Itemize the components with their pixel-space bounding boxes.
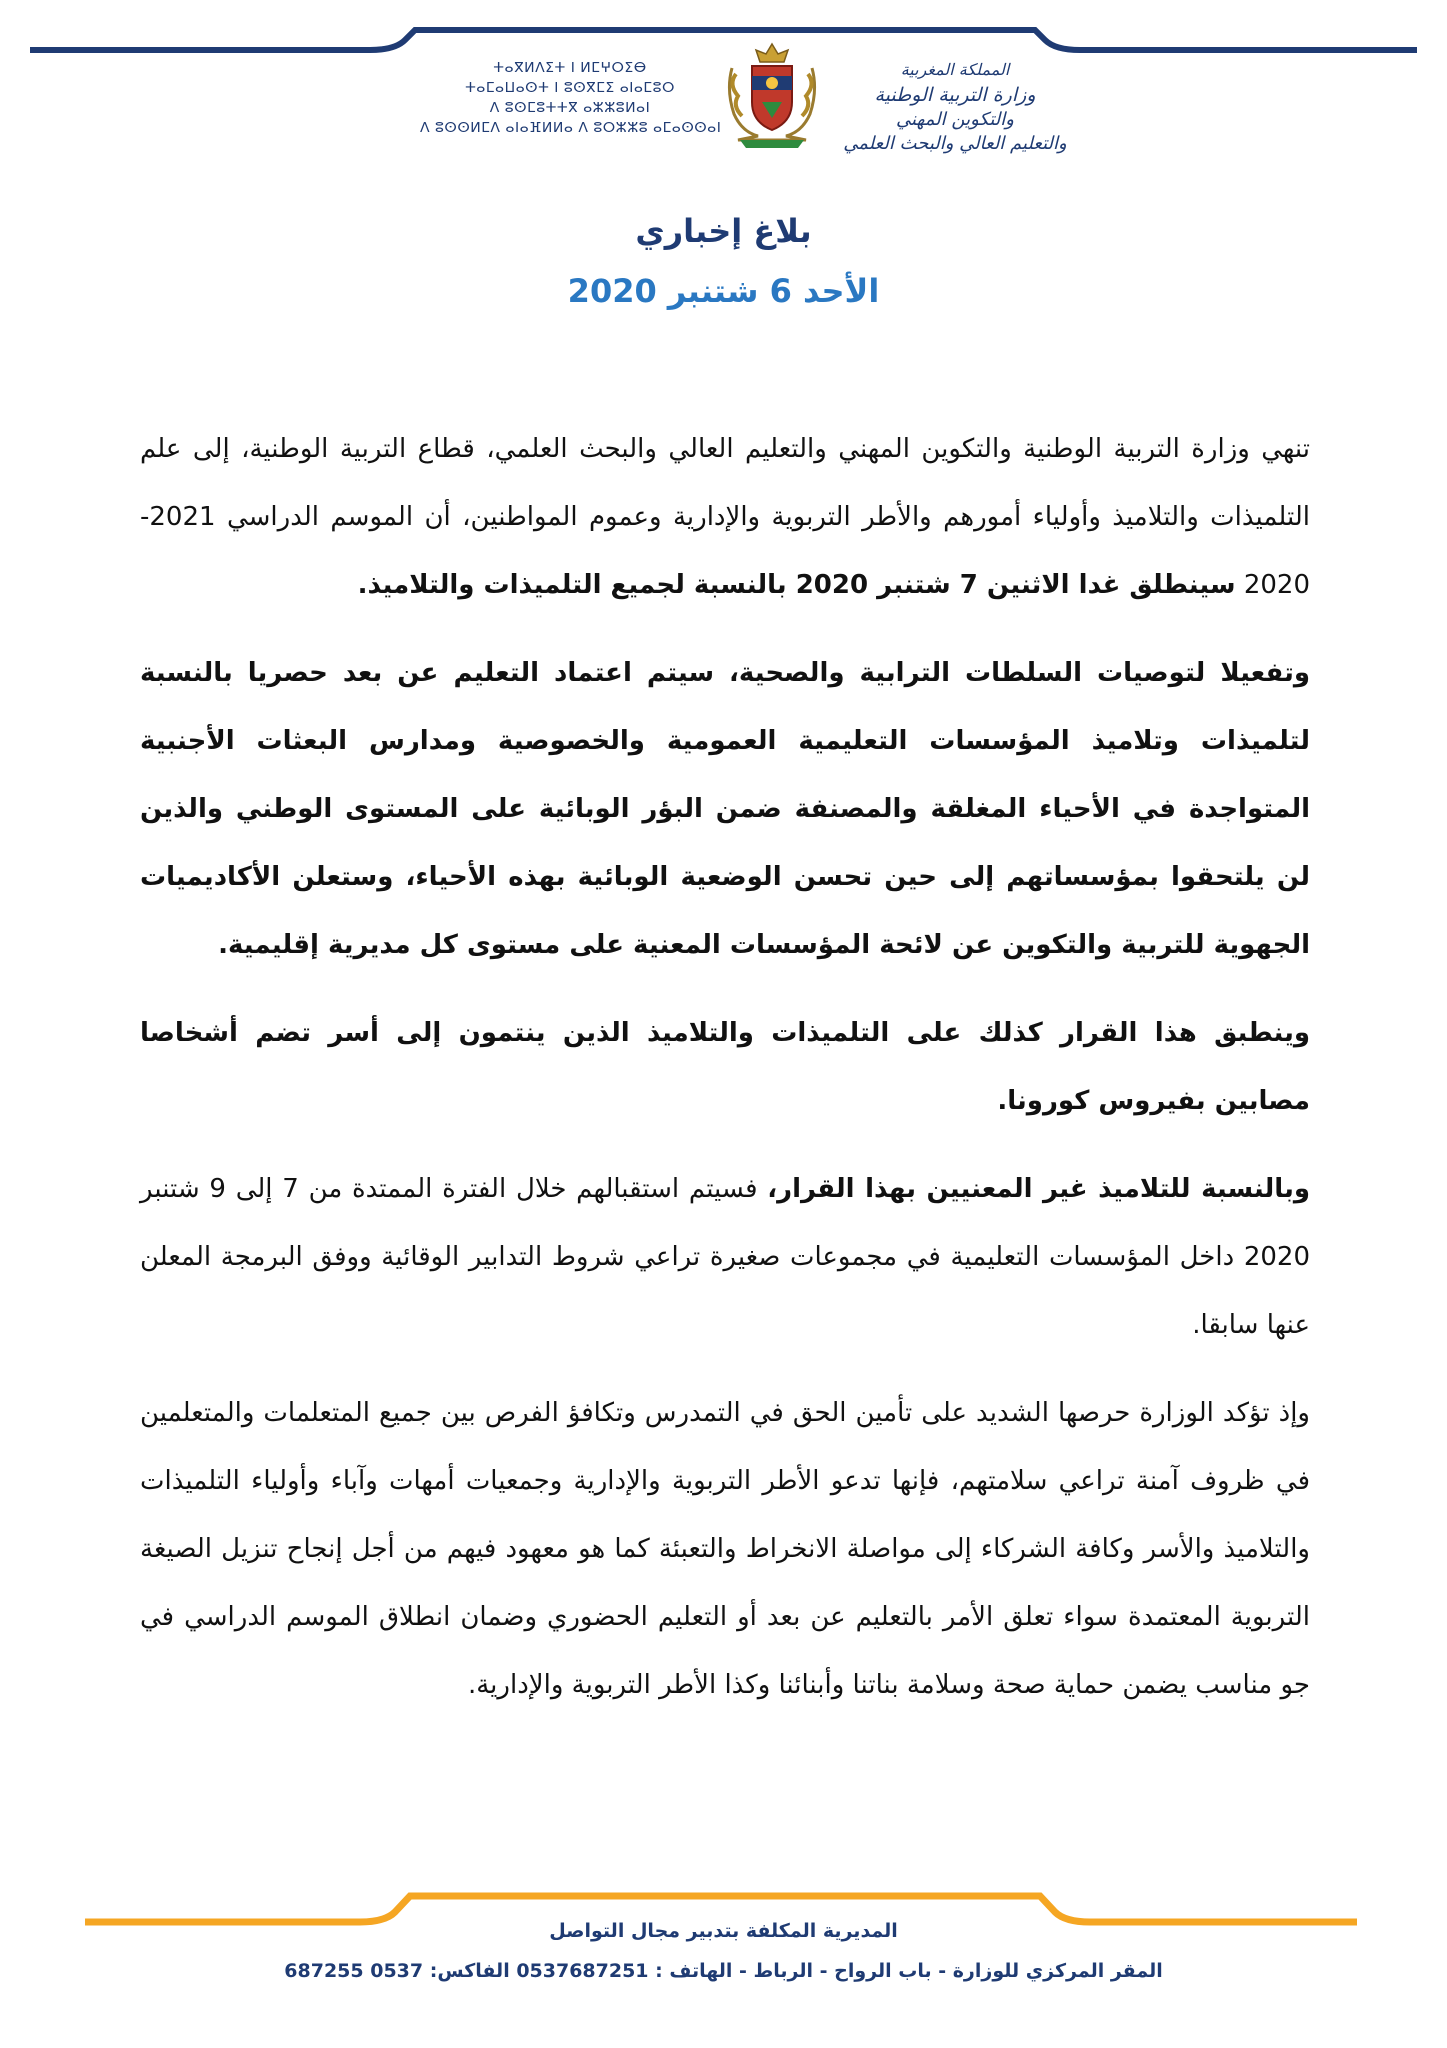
- tifinagh-line-1: ⵜⴰⴳⵍⴷⵉⵜ ⵏ ⵍⵎⵖⵔⵉⴱ: [493, 60, 647, 76]
- paragraph-4-text: فسيتم استقبالهم خلال الفترة الممتدة من 7 إلى 9 شتنبر 2020 داخل المؤسسات التعليمية في مجموعات صغيرة تراعي شروط التدابير الوقائية ووفق البرمجة المعلن عنها سابقا.: [140, 1174, 1310, 1340]
- document-body: [140, 415, 1310, 1739]
- document-title: بلاغ إخباري: [635, 212, 812, 250]
- header-tifinagh-block: [420, 58, 720, 138]
- tifinagh-line-2: ⵜⴰⵎⴰⵡⴰⵙⵜ ⵏ ⵓⵙⴳⵎⵉ ⴰⵏⴰⵎⵓⵔ: [465, 80, 675, 96]
- tifinagh-line-3: ⴷ ⵓⵙⵎⵓⵜⵜⴳ ⴰⵣⵣⵓⵍⴰⵏ: [489, 100, 651, 116]
- header-kingdom: المملكة المغربية: [900, 60, 1010, 79]
- paragraph-4: [140, 1155, 1310, 1359]
- document-date: الأحد 6 شتنبر 2020: [567, 272, 880, 310]
- paragraph-4-bold: وبالنسبة للتلاميذ غير المعنيين بهذا القرار،: [767, 1174, 1310, 1204]
- paragraph-2: وتفعيلا لتوصيات السلطات الترابية والصحية، سيتم اعتماد التعليم عن بعد حصريا بالنسبة لتلميذات وتلاميذ المؤسسات التعليمية العمومية والخصوصية ومدارس البعثات الأجنبية المتواجدة في الأحياء المغلقة والمصنفة ضمن البؤر الوبائية على المستوى الوطني والذين لن يلتحقوا بمؤسساتهم إلى حين تحسن الوضعية الوبائية بهذه الأحياء، وستعلن الأكاديميات الجهوية للتربية والتكوين عن لائحة المؤسسات المعنية على مستوى كل مديرية إقليمية.: [140, 658, 1310, 960]
- header-ministry-2: والتكوين المهني: [896, 109, 1014, 130]
- paragraph-1-bold: سينطلق غدا الاثنين 7 شتنبر 2020 بالنسبة لجميع التلميذات والتلاميذ.: [357, 570, 1236, 600]
- paragraph-3: وينطبق هذا القرار كذلك على التلميذات والتلاميذ الذين ينتمون إلى أسر تضم أشخاصا مصابين بفيروس كورونا.: [140, 1018, 1310, 1116]
- tifinagh-line-4: ⴷ ⵓⵙⵙⵍⵎⴷ ⴰⵏⴰⴼⵍⵍⴰ ⴷ ⵓⵔⵣⵣⵓ ⴰⵎⴰⵙⵙⴰⵏ: [420, 120, 722, 136]
- paragraph-1: [140, 415, 1310, 619]
- header-ministry-3: والتعليم العالي والبحث العلمي: [843, 133, 1067, 154]
- header-ministry-1: وزارة التربية الوطنية: [874, 84, 1036, 106]
- paragraph-5: وإذ تؤكد الوزارة حرصها الشديد على تأمين الحق في التمدرس وتكافؤ الفرص بين جميع المتعلمات والمتعلمين في ظروف آمنة تراعي سلامتهم، فإنها تدعو الأطر التربوية والإدارية وجمعيات أمهات وآباء وأولياء التلميذات والتلاميذ والأسر وكافة الشركاء إلى مواصلة الانخراط والتعبئة كما هو معهود فيهم من أجل إنجاح تنزيل الصيغة التربوية المعتمدة سواء تعلق الأمر بالتعليم عن بعد أو التعليم الحضوري وضمان انطلاق الموسم الدراسي في جو مناسب يضمن حماية صحة وسلامة بناتنا وأبنائنا وكذا الأطر التربوية والإدارية.: [140, 1398, 1310, 1700]
- footer-department: المديرية المكلفة بتدبير مجال التواصل: [549, 1920, 898, 1942]
- footer-address: المقر المركزي للوزارة - باب الرواح - الرباط - الهاتف : 0537687251 الفاكس: 0537 687255: [284, 1960, 1163, 1982]
- header-arabic-block: [810, 58, 1100, 156]
- paragraph-1-text: تنهي وزارة التربية الوطنية والتكوين المهني والتعليم العالي والبحث العلمي، قطاع التربية الوطنية، إلى علم التلميذات والتلاميذ وأولياء أمورهم والأطر التربوية والإدارية وعموم المواطنين، أن الموسم الدراسي 2021-2020: [140, 434, 1310, 600]
